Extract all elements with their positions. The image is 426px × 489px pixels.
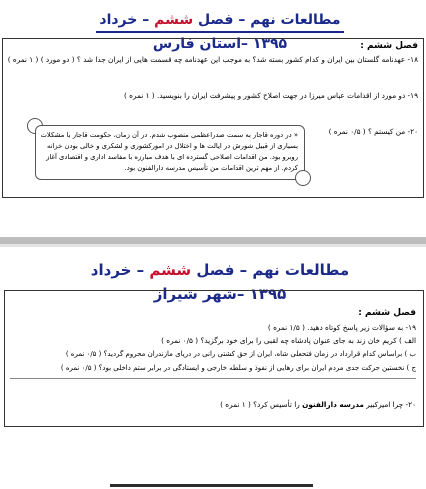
sheet-separator — [0, 237, 426, 244]
sheet2-title-part1: مطالعات نهم – فصل — [191, 261, 350, 279]
quote-line-3-highlight: اقدامات اصلاحی گسترده ای — [176, 153, 257, 161]
sheet2-title — [70, 258, 370, 303]
sheet1-title-chapter: ششم — [154, 12, 194, 28]
sheet1-title — [95, 8, 345, 52]
sheet-separator-shadow — [0, 244, 426, 247]
sheet2-title-chapter: ششم — [149, 261, 192, 279]
exam-sheet-fars — [0, 0, 426, 237]
quote-line-2: بسیاری از قبیل شورش در ایالت ها و اختلال در امورکشوری و لشکری و خالی بودن خزانه — [46, 142, 298, 150]
sheet2-question-20-end: را تأسیس کرد؟ ( ۱ نمره ) — [220, 400, 303, 409]
quote-line-3-end: با هدف مبارزه با مفاسد اداری و اقتصادی آغاز — [46, 153, 177, 161]
quote-line-3-start: روبرو بود. من — [256, 153, 298, 161]
scroll-curl-right — [295, 170, 311, 186]
sheet2-question-19c: ج ) نخستین حرکت جدی مردم ایران برای رهایی از نفوذ و سلطه خارجی و ایستادگی در برابر ستم داخلی بود؟ ( ۰/۵ نمره ) — [60, 364, 416, 372]
sheet1-question-20: ۲۰- من کیستم ؟ ( ۰/۵ نمره ) — [328, 127, 418, 136]
answer-line — [10, 378, 416, 379]
sheet2-question-20-start: ۲۰- چرا امیرکبیر — [363, 400, 416, 409]
sheet1-title-part2: – خرداد ۱۳۹۵ –استان فارس — [99, 12, 288, 52]
sheet2-title-part2: – خرداد ۱۳۹۵ –شهر شیراز — [90, 261, 287, 303]
sheet2-question-19: ۱۹- به سؤالات زیر پاسخ کوتاه دهید. ( ۱/۵ نمره ) — [267, 323, 416, 332]
quote-line-1: « در دوره قاجار به سمت صدراعظمی منصوب شدم. در آن زمان، حکومت قاجار با مشکلات — [40, 131, 298, 139]
sheet2-question-20-school: مدرسه دارالفنون — [302, 400, 364, 409]
bottom-rule — [110, 484, 313, 487]
sheet1-question-18: ۱۸- عهدنامه گلستان بین ایران و کدام کشور بسته شد؟ به موجب این عهدنامه چه قسمت هایی از ایران جدا شد ؟ ( دو مورد ) ( ۱ نمره ) — [7, 55, 418, 64]
sheet2-question-19a: الف ) کریم خان زند به جای عنوان پادشاه چه لقبی را برای خود برگزید؟ ( ۰/۵ نمره ) — [161, 336, 416, 345]
sheet2-section-heading: فصل ششم : — [358, 308, 416, 318]
sheet1-section-heading: فصل ششم : — [360, 41, 418, 51]
quote-line-3 — [42, 153, 298, 161]
sheet2-question-20 — [220, 400, 416, 409]
sheet1-title-underline — [96, 31, 344, 33]
sheet1-title-part1: مطالعات نهم – فصل — [193, 12, 341, 28]
sheet1-question-19: ۱۹- دو مورد از اقدامات عباس میرزا در جهت اصلاح کشور و پیشرفت ایران را بنویسید. ( ۱ نمره ) — [123, 91, 418, 100]
quote-line-4: کردم. از مهم ترین اقدامات من تأسیس مدرسه دارالفنون بود. — [124, 164, 298, 172]
sheet2-question-19b: ب ) براساس کدام قرارداد در زمان فتحعلی شاه، ایران از حق کشتی رانی در دریای مازندران محروم گردید؟ ( ۰/۵ نمره ) — [65, 350, 416, 358]
